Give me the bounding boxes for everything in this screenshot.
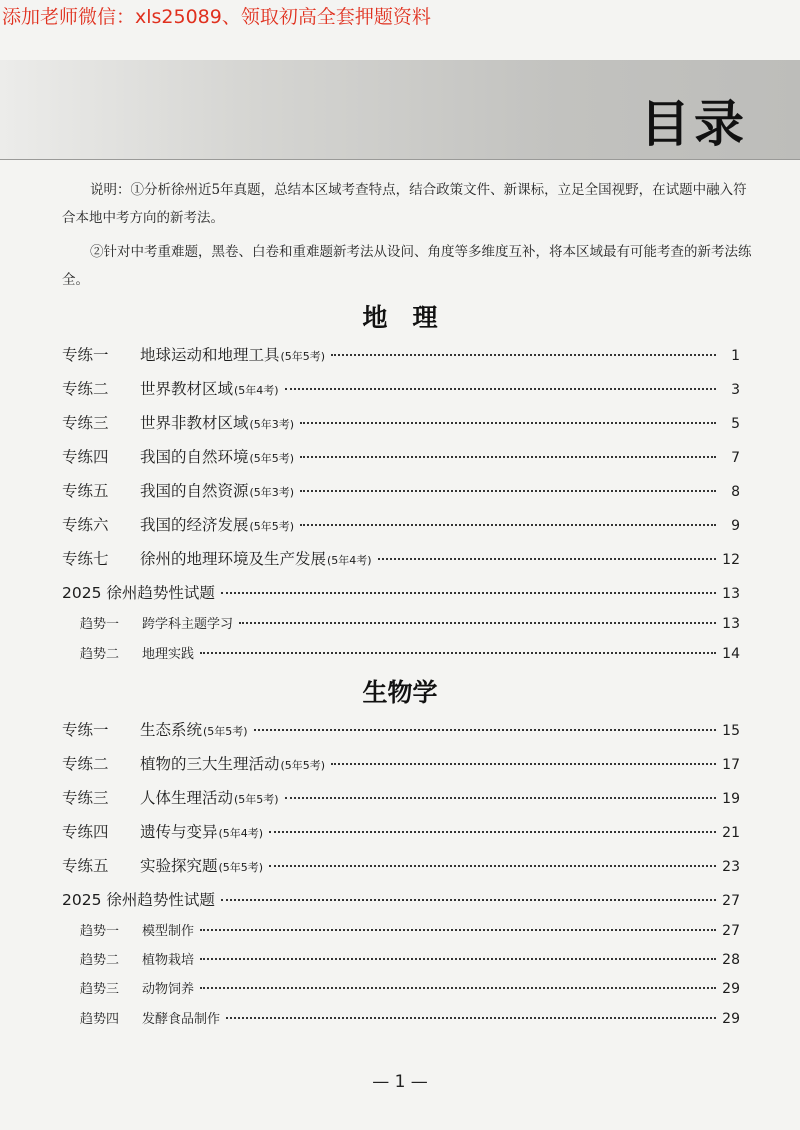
dot-leader	[300, 422, 716, 424]
entry-title: 模型制作	[142, 924, 195, 939]
entry-page: 8	[731, 484, 740, 500]
entry-code: 专练一	[62, 346, 109, 364]
page-title: 目录	[640, 95, 748, 153]
toc-entry[interactable]	[62, 513, 740, 535]
toc-entry[interactable]	[62, 343, 740, 365]
entry-code: 专练四	[62, 823, 109, 841]
dot-leader	[331, 354, 716, 356]
toc-sub-entry[interactable]	[80, 949, 740, 968]
entry-years: (5年5考)	[280, 759, 326, 772]
entry-code: 专练五	[62, 857, 109, 875]
dot-leader	[300, 456, 716, 458]
entry-title: 跨学科主题学习	[142, 617, 234, 632]
entry-code: 专练七	[62, 550, 109, 568]
entry-title: 地球运动和地理工具	[140, 346, 280, 364]
dot-leader	[300, 490, 716, 492]
entry-page: 29	[722, 1011, 740, 1027]
entry-years: (5年5考)	[249, 452, 295, 465]
entry-title: 徐州的地理环境及生产发展	[140, 550, 327, 568]
entry-title: 人体生理活动	[140, 789, 234, 807]
toc-sub-entry[interactable]	[80, 643, 740, 662]
entry-page: 13	[722, 586, 740, 602]
entry-title: 我国的自然环境	[140, 448, 249, 466]
entry-page: 23	[722, 859, 740, 875]
entry-page: 3	[731, 382, 740, 398]
toc-entry[interactable]	[62, 752, 740, 774]
trend-title: 2025 徐州趋势性试题	[62, 584, 215, 602]
entry-page: 1	[731, 348, 740, 364]
toc-entry[interactable]	[62, 377, 740, 399]
entry-code: 专练三	[62, 789, 109, 807]
toc-trend-entry[interactable]	[62, 581, 740, 603]
entry-code: 专练三	[62, 414, 109, 432]
entry-title: 植物栽培	[142, 953, 195, 968]
entry-code: 趋势四	[80, 1012, 120, 1027]
entry-code: 专练五	[62, 482, 109, 500]
dot-leader	[200, 958, 716, 960]
entry-page: 12	[722, 552, 740, 568]
toc-sub-entry[interactable]	[80, 1008, 740, 1027]
entry-page: 19	[722, 791, 740, 807]
entry-years: (5年5考)	[203, 725, 248, 738]
entry-page: 7	[731, 450, 740, 466]
header-divider	[0, 159, 800, 160]
entry-title: 发酵食品制作	[142, 1012, 221, 1027]
entry-title: 我国的经济发展	[140, 516, 249, 534]
entry-title: 地理实践	[142, 647, 195, 662]
entry-years: (5年4考)	[218, 827, 264, 840]
entry-page: 28	[722, 952, 740, 968]
note-paragraph-1: 说明：①分析徐州近5年真题，总结本区域考查特点，结合政策文件、新课标，立足全国视野，在试题中融入符合本地中考方向的新考法。	[62, 182, 747, 226]
entry-page: 17	[722, 757, 740, 773]
explanation-note	[62, 176, 752, 294]
entry-page: 21	[722, 825, 740, 841]
entry-code: 专练一	[62, 721, 109, 739]
toc-sub-entry[interactable]	[80, 920, 740, 939]
entry-code: 专练二	[62, 755, 109, 773]
entry-code: 趋势二	[80, 647, 120, 662]
entry-years: (5年5考)	[218, 861, 264, 874]
entry-code: 专练四	[62, 448, 109, 466]
entry-code: 趋势一	[80, 924, 120, 939]
entry-years: (5年5考)	[234, 793, 279, 806]
toc-entry[interactable]	[62, 786, 740, 808]
dot-leader	[221, 899, 716, 901]
dot-leader	[221, 592, 716, 594]
dot-leader	[200, 987, 716, 989]
toc-entry[interactable]	[62, 479, 740, 501]
entry-code: 趋势二	[80, 953, 120, 968]
toc-entry[interactable]	[62, 718, 740, 740]
entry-years: (5年5考)	[249, 520, 295, 533]
dot-leader	[226, 1017, 716, 1019]
toc-entry[interactable]	[62, 547, 740, 569]
toc-entry[interactable]	[62, 411, 740, 433]
entry-title: 世界教材区域	[140, 380, 234, 398]
entry-page: 15	[722, 723, 740, 739]
dot-leader	[269, 831, 716, 833]
toc-trend-entry[interactable]	[62, 888, 740, 910]
toc-sub-entry[interactable]	[80, 978, 740, 997]
entry-page: 9	[731, 518, 740, 534]
toc-sub-entry[interactable]	[80, 613, 740, 632]
dot-leader	[285, 797, 716, 799]
entry-years: (5年5考)	[280, 350, 326, 363]
dot-leader	[378, 558, 716, 560]
page-number-footer: — 1 —	[372, 1072, 428, 1092]
entry-page: 5	[731, 416, 740, 432]
entry-years: (5年3考)	[249, 486, 295, 499]
entry-page: 27	[722, 923, 740, 939]
entry-title: 世界非教材区域	[140, 414, 249, 432]
note-paragraph-2: ②针对中考重难题，黑卷、白卷和重难题新考法从设问、角度等多维度互补，将本区域最有可能考查的新考法练全。	[62, 244, 752, 288]
dot-leader	[285, 388, 716, 390]
entry-code: 专练六	[62, 516, 109, 534]
dot-leader	[269, 865, 716, 867]
entry-page: 29	[722, 981, 740, 997]
toc-entry[interactable]	[62, 445, 740, 467]
entry-title: 实验探究题	[140, 857, 218, 875]
entry-years: (5年3考)	[249, 418, 295, 431]
dot-leader	[300, 524, 716, 526]
entry-title: 生态系统	[140, 721, 203, 739]
dot-leader	[254, 729, 716, 731]
dot-leader	[239, 622, 716, 624]
watermark-text: 添加老师微信：xls25089、领取初高全套押题资料	[2, 6, 431, 28]
entry-years: (5年4考)	[234, 384, 279, 397]
entry-code: 专练二	[62, 380, 109, 398]
section-title-biology: 生物学	[362, 678, 438, 707]
dot-leader	[200, 929, 716, 931]
entry-page: 13	[722, 616, 740, 632]
section-title-geography: 地 理	[362, 303, 438, 332]
entry-title: 动物饲养	[142, 982, 195, 997]
dot-leader	[331, 763, 716, 765]
entry-title: 遗传与变异	[140, 823, 218, 841]
entry-code: 趋势一	[80, 617, 120, 632]
entry-code: 趋势三	[80, 982, 120, 997]
entry-title: 植物的三大生理活动	[140, 755, 280, 773]
entry-page: 14	[722, 646, 740, 662]
entry-page: 27	[722, 893, 740, 909]
entry-years: (5年4考)	[327, 554, 372, 567]
trend-title: 2025 徐州趋势性试题	[62, 891, 215, 909]
toc-entry[interactable]	[62, 854, 740, 876]
entry-title: 我国的自然资源	[140, 482, 249, 500]
toc-entry[interactable]	[62, 820, 740, 842]
dot-leader	[200, 652, 716, 654]
